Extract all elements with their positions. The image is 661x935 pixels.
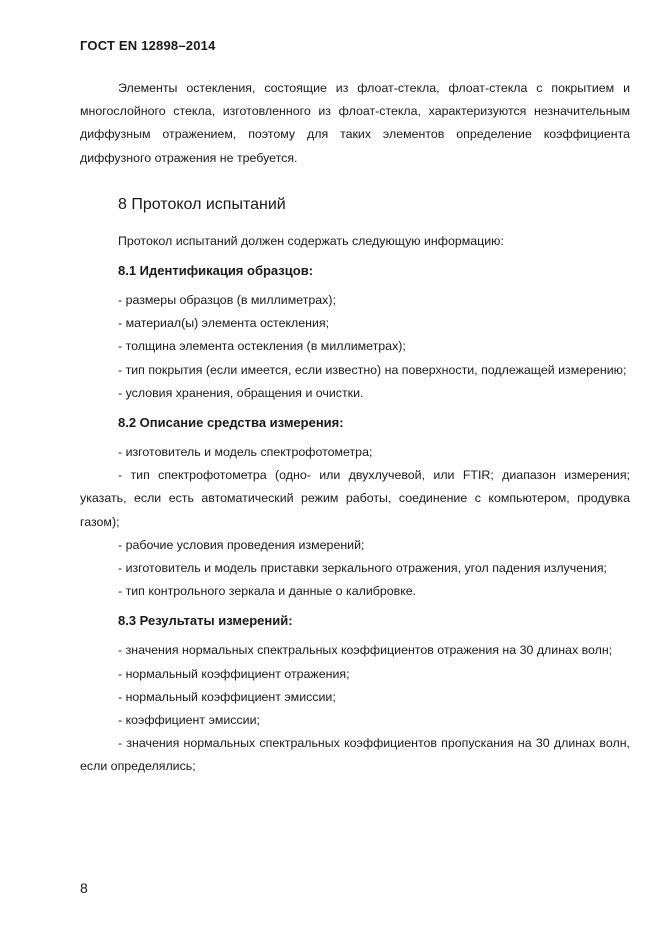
list-item: - изготовитель и модель спектрофотометра; bbox=[118, 445, 373, 460]
list-item: - размеры образцов (в миллиметрах); bbox=[118, 293, 336, 308]
list-item: - толщина элемента остекления (в миллиметрах); bbox=[118, 339, 406, 354]
list-item: - значения нормальных спектральных коэффициентов пропускания на 30 длинах волн, если определялись; bbox=[80, 736, 630, 774]
page-header-standard: ГОСТ EN 12898–2014 bbox=[80, 38, 216, 53]
list-item: - рабочие условия проведения измерений; bbox=[118, 537, 365, 552]
list-item: - нормальный коэффициент эмиссии; bbox=[118, 689, 336, 704]
list-item: - условия хранения, обращения и очистки. bbox=[118, 385, 364, 400]
list-item: - нормальный коэффициент отражения; bbox=[118, 666, 350, 681]
list-item: - материал(ы) элемента остекления; bbox=[118, 316, 330, 331]
list-item: - тип спектрофотометра (одно- или двухлучевой, или FTIR; диапазон измерения; указать, если есть автоматический режим работы, соединение с компьютером, продувка газом); bbox=[80, 468, 630, 529]
list-item: - значения нормальных спектральных коэффициентов отражения на 30 длинах волн; bbox=[118, 643, 613, 658]
section-8-lead: Протокол испытаний должен содержать следующую информацию: bbox=[118, 233, 504, 248]
section-8-title: 8 Протокол испытаний bbox=[118, 195, 286, 213]
intro-paragraph: Элементы остекления, состоящие из флоат-стекла, флоат-стекла с покрытием и многослойного стекла, изготовленного из флоат-стекла, характеризуются незначительным диффузным отражением, поэтому для таких элементов определение коэффициента диффузного отражения не требуется. bbox=[80, 81, 630, 165]
list-item: - коэффициент эмиссии; bbox=[118, 713, 260, 728]
page-content bbox=[80, 77, 630, 779]
subsection-8-2-title: 8.2 Описание средства измерения: bbox=[118, 415, 344, 431]
list-item: - тип контрольного зеркала и данные о калибровке. bbox=[118, 584, 417, 599]
list-item: - изготовитель и модель приставки зеркального отражения, угол падения излучения; bbox=[118, 561, 608, 576]
list-item: - тип покрытия (если имеется, если известно) на поверхности, подлежащей измерению; bbox=[118, 362, 627, 377]
subsection-8-1-title: 8.1 Идентификация образцов: bbox=[118, 263, 314, 279]
page-number: 8 bbox=[80, 880, 88, 896]
subsection-8-3-title: 8.3 Результаты измерений: bbox=[118, 613, 293, 629]
